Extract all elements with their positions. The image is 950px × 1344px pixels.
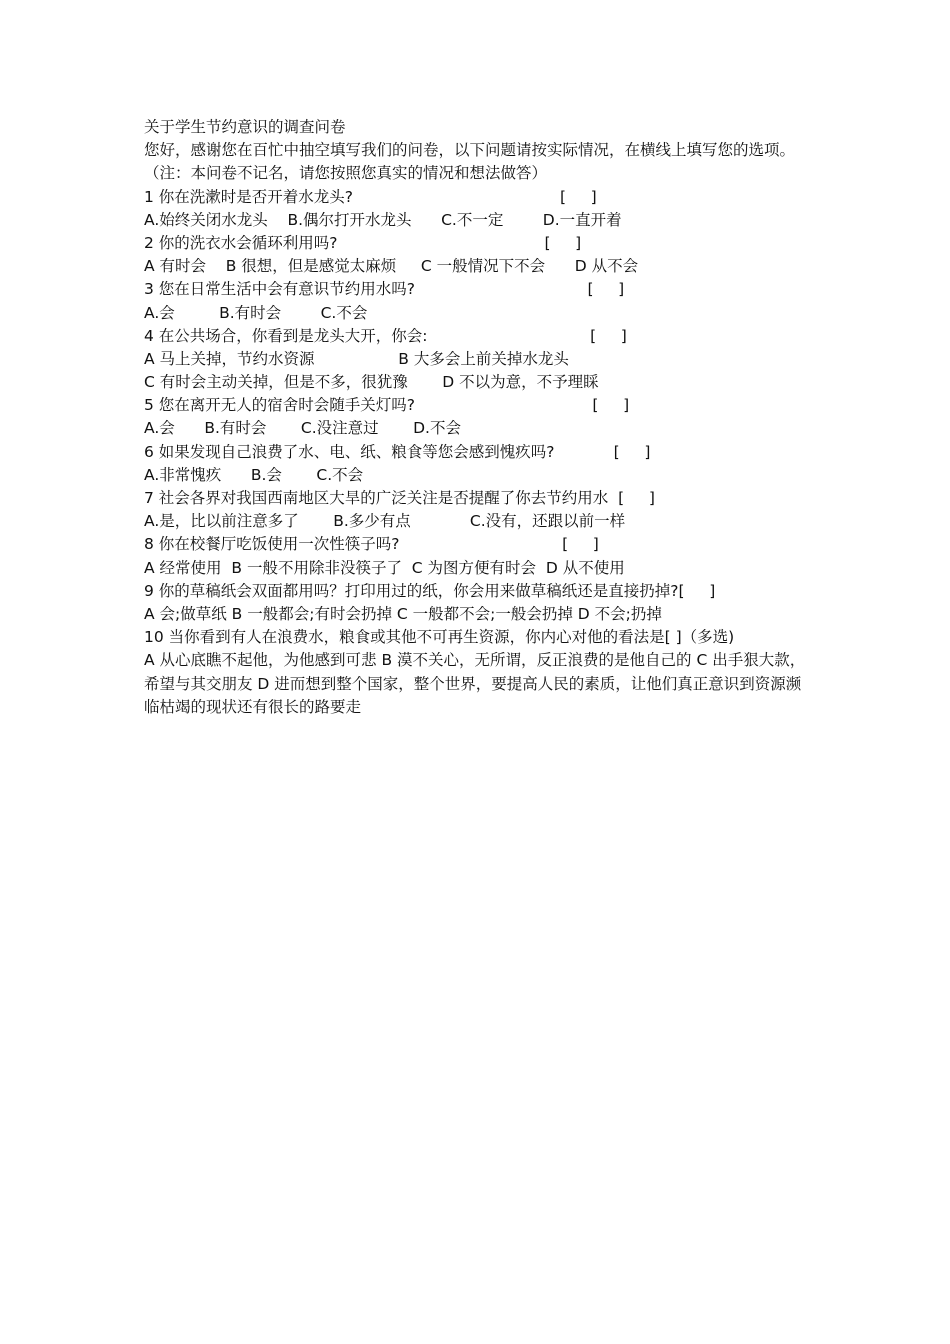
question-4 xyxy=(144,325,814,395)
option-line: A.会 B.有时会 C.没注意过 D.不会 xyxy=(144,419,461,438)
option-line: A.会 B.有时会 C.不会 xyxy=(144,303,368,322)
question-1 xyxy=(144,186,814,232)
question-2 xyxy=(144,232,814,278)
option-line: A 经常使用 B 一般不用除非没筷子了 C 为图方便有时会 D 从不使用 xyxy=(144,558,625,577)
page-title: 关于学生节约意识的调查问卷 xyxy=(144,118,346,136)
question-text: 3 您在日常生活中会有意识节约用水吗? [ ] xyxy=(144,280,625,299)
question-text: 7 社会各界对我国西南地区大旱的广泛关注是否提醒了你去节约用水 [ ] xyxy=(144,489,655,508)
option-line: A 有时会 B 很想，但是感觉太麻烦 C 一般情况下不会 D 从不会 xyxy=(144,257,639,276)
question-text: 2 你的洗衣水会循环利用吗? [ ] xyxy=(144,233,582,252)
question-5 xyxy=(144,394,814,440)
question-3 xyxy=(144,278,814,324)
question-text: 8 你在校餐厅吃饭使用一次性筷子吗? [ ] xyxy=(144,535,599,554)
question-6 xyxy=(144,441,814,487)
question-text: 10 当你看到有人在浪费水，粮食或其他不可再生资源，你内心对他的看法是[ ]（多选) xyxy=(144,628,735,647)
question-text: 4 在公共场合，你看到是龙头大开，你会: [ ] xyxy=(144,326,627,345)
option-line: A.始终关闭水龙头 B.偶尔打开水龙头 C.不一定 D.一直开着 xyxy=(144,210,622,229)
question-text: 6 如果发现自己浪费了水、电、纸、粮食等您会感到愧疚吗? [ ] xyxy=(144,442,651,461)
question-text: 1 你在洗漱时是否开着水龙头? [ ] xyxy=(144,187,597,206)
option-line: A.非常愧疚 B.会 C.不会 xyxy=(144,465,364,484)
intro-text: 您好，感谢您在百忙中抽空填写我们的问卷，以下问题请按实际情况，在横线上填写您的选项。（注：本问卷不记名，请您按照您真实的情况和想法做答） xyxy=(144,141,796,183)
question-8 xyxy=(144,533,814,579)
question-7 xyxy=(144,487,814,533)
question-text: 5 您在离开无人的宿舍时会随手关灯吗? [ ] xyxy=(144,396,630,415)
option-line: A 从心底瞧不起他，为他感到可悲 B 漠不关心，无所谓，反正浪费的是他自己的 C 出手狠大款，希望与其交朋友 D 进而想到整个国家，整个世界，要提高人民的素质，让他们真正意识到资源濒临枯竭的现状还有很长的路要走 xyxy=(144,651,806,716)
question-9 xyxy=(144,580,814,626)
questionnaire xyxy=(144,116,814,719)
option-line: A 会;做草纸 B 一般都会;有时会扔掉 C 一般都不会;一般会扔掉 D 不会;扔掉 xyxy=(144,604,662,623)
question-text: 9 你的草稿纸会双面都用吗？打印用过的纸，你会用来做草稿纸还是直接扔掉?[ ] xyxy=(144,581,716,600)
option-line: C 有时会主动关掉，但是不多，很犹豫 D 不以为意，不予理睬 xyxy=(144,373,599,392)
question-10 xyxy=(144,626,814,719)
option-line: A 马上关掉，节约水资源 B 大多会上前关掉水龙头 xyxy=(144,349,569,368)
option-line: A.是，比以前注意多了 B.多少有点 C.没有，还跟以前一样 xyxy=(144,512,626,531)
